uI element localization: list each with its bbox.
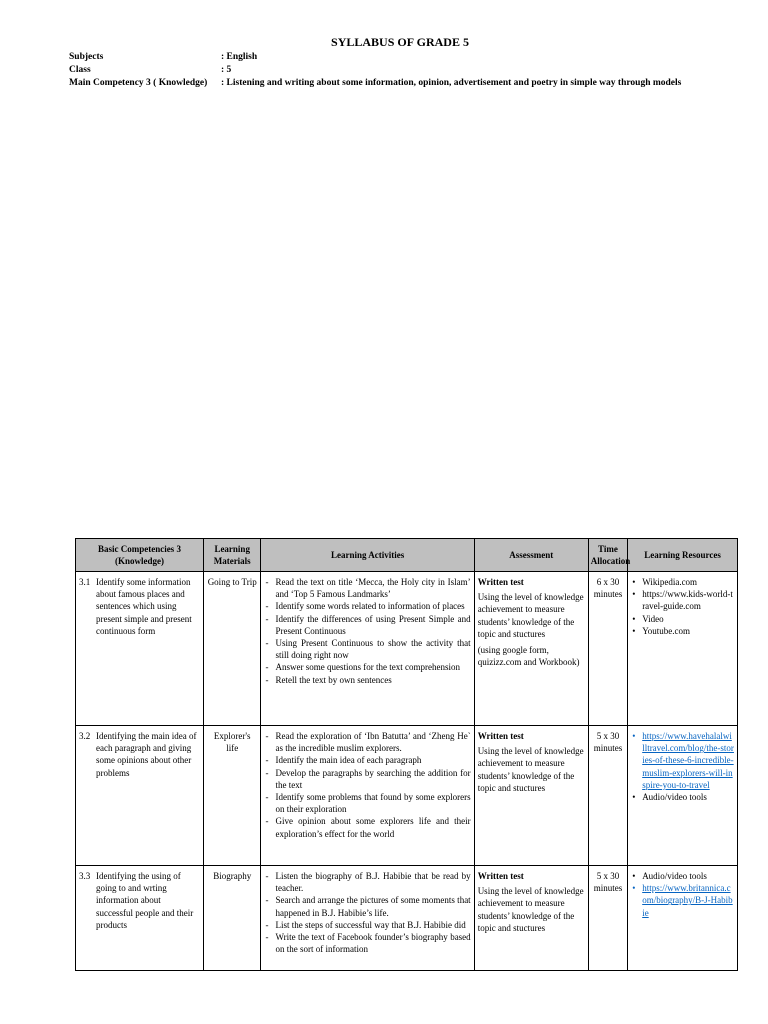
competency-cell <box>76 572 204 726</box>
competency-text: Identifying the using of going to and wrting information about successful people and their products <box>96 871 194 930</box>
competency-cell <box>76 726 204 866</box>
header-materials: Learning Materials <box>203 539 261 572</box>
activity-item: - Using Present Continuous to show the activity that still doing right now <box>264 637 470 661</box>
resource-item: • Youtube.com <box>631 625 734 637</box>
meta-value: : 5 <box>221 65 232 75</box>
resource-item: • Wikipedia.com <box>631 576 734 588</box>
assessment-title: Written test <box>477 871 524 881</box>
assessment-text: Using the level of knowledge achievement to measure students’ knowledge of the topic and stuctures <box>477 746 584 793</box>
syllabus-meta <box>69 51 681 90</box>
activity-item: - Identify some problems that found by some explorers on their exploration <box>264 791 470 815</box>
header-competencies: Basic Competencies 3 (Knowledge) <box>76 539 204 572</box>
activity-item: - Retell the text by own sentences <box>264 674 470 686</box>
time-cell: 5 x 30 minutes <box>588 866 627 971</box>
resources-cell <box>628 726 738 866</box>
header-assessment: Assessment <box>474 539 588 572</box>
meta-row-main-competency <box>69 77 681 90</box>
header-time: Time Allocation <box>588 539 627 572</box>
competency-number: 3.2 <box>79 731 91 741</box>
time-cell: 5 x 30 minutes <box>588 726 627 866</box>
resource-item: • Audio/video tools <box>631 791 734 803</box>
table-row <box>76 572 738 726</box>
activity-item: - Identify the main idea of each paragraph <box>264 754 470 766</box>
time-cell: 6 x 30 minutes <box>588 572 627 726</box>
assessment-cell <box>474 726 588 866</box>
meta-label: Class <box>69 65 91 75</box>
competency-number: 3.3 <box>79 871 91 881</box>
assessment-cell <box>474 572 588 726</box>
activity-item: - Write the text of Facebook founder’s biography based on the sort of information <box>264 931 470 955</box>
material-cell: Biography <box>203 866 261 971</box>
activity-item: - List the steps of successful way that B.J. Habibie did <box>264 919 470 931</box>
activity-item: - Read the exploration of ‘Ibn Batutta’ and ‘Zheng He` as the incredible muslim explorers. <box>264 730 470 754</box>
activity-item: - Identify the differences of using Present Simple and Present Continuous <box>264 613 470 637</box>
material-cell: Explorer's life <box>203 726 261 866</box>
assessment-text: Using the level of knowledge achievement to measure students’ knowledge of the topic and stuctures <box>477 592 584 639</box>
header-resources: Learning Resources <box>628 539 738 572</box>
activity-item: - Develop the paragraphs by searching the addition for the text <box>264 767 470 791</box>
assessment-cell <box>474 866 588 971</box>
document-title: SYLLABUS OF GRADE 5 <box>331 35 469 49</box>
assessment-note: (using google form, quizizz.com and Workbook) <box>477 645 580 668</box>
resources-cell <box>628 866 738 971</box>
activity-item: - Answer some questions for the text comprehension <box>264 661 470 673</box>
competency-text: Identify some information about famous places and sentences which using present simple and present continuous form <box>96 577 192 636</box>
table-row <box>76 866 738 971</box>
activity-item: - Read the text on title ‘Mecca, the Holy city in Islam’ and ‘Top 5 Famous Landmarks’ <box>264 576 470 600</box>
activity-item: - Search and arrange the pictures of some moments that happened in B.J. Habibie’s life. <box>264 894 470 918</box>
meta-value: : Listening and writing about some information, opinion, advertisement and poetry in simple way through models <box>221 78 682 88</box>
meta-row-class <box>69 64 681 77</box>
resource-link[interactable]: • https://www.britannica.com/biography/B-J-Habibie <box>631 882 734 919</box>
syllabus-table <box>75 538 738 971</box>
competency-text: Identifying the main idea of each paragraph and giving some opinions about other problems <box>96 731 197 778</box>
resource-item: • Audio/video tools <box>631 870 734 882</box>
material-cell: Going to Trip <box>203 572 261 726</box>
header-activities: Learning Activities <box>261 539 474 572</box>
assessment-title: Written test <box>477 577 524 587</box>
resource-item: • Video <box>631 613 734 625</box>
meta-label: Subjects <box>69 52 104 62</box>
assessment-text: Using the level of knowledge achievement to measure students’ knowledge of the topic and stuctures <box>477 886 584 933</box>
activity-item: - Listen the biography of B.J. Habibie that be read by teacher. <box>264 870 470 894</box>
table-header-row <box>76 539 738 572</box>
competency-number: 3.1 <box>79 577 91 587</box>
activities-cell <box>261 572 474 726</box>
competency-cell <box>76 866 204 971</box>
activities-cell <box>261 726 474 866</box>
resource-item: • https://www.kids-world-travel-guide.com <box>631 588 734 612</box>
assessment-title: Written test <box>477 731 524 741</box>
meta-row-subjects <box>69 51 681 64</box>
resources-cell <box>628 572 738 726</box>
meta-value: : English <box>221 52 258 62</box>
activity-item: - Identify some words related to information of places <box>264 600 470 612</box>
table-row <box>76 726 738 866</box>
activity-item: - Give opinion about some explorers life and their exploration’s effect for the world <box>264 815 470 839</box>
activities-cell <box>261 866 474 971</box>
resource-link[interactable]: • https://www.havehalalwilltravel.com/blog/the-stories-of-these-6-incredible-muslim-explorers-will-inspire-you-to-travel <box>631 730 734 791</box>
meta-label: Main Competency 3 ( Knowledge) <box>69 78 208 88</box>
